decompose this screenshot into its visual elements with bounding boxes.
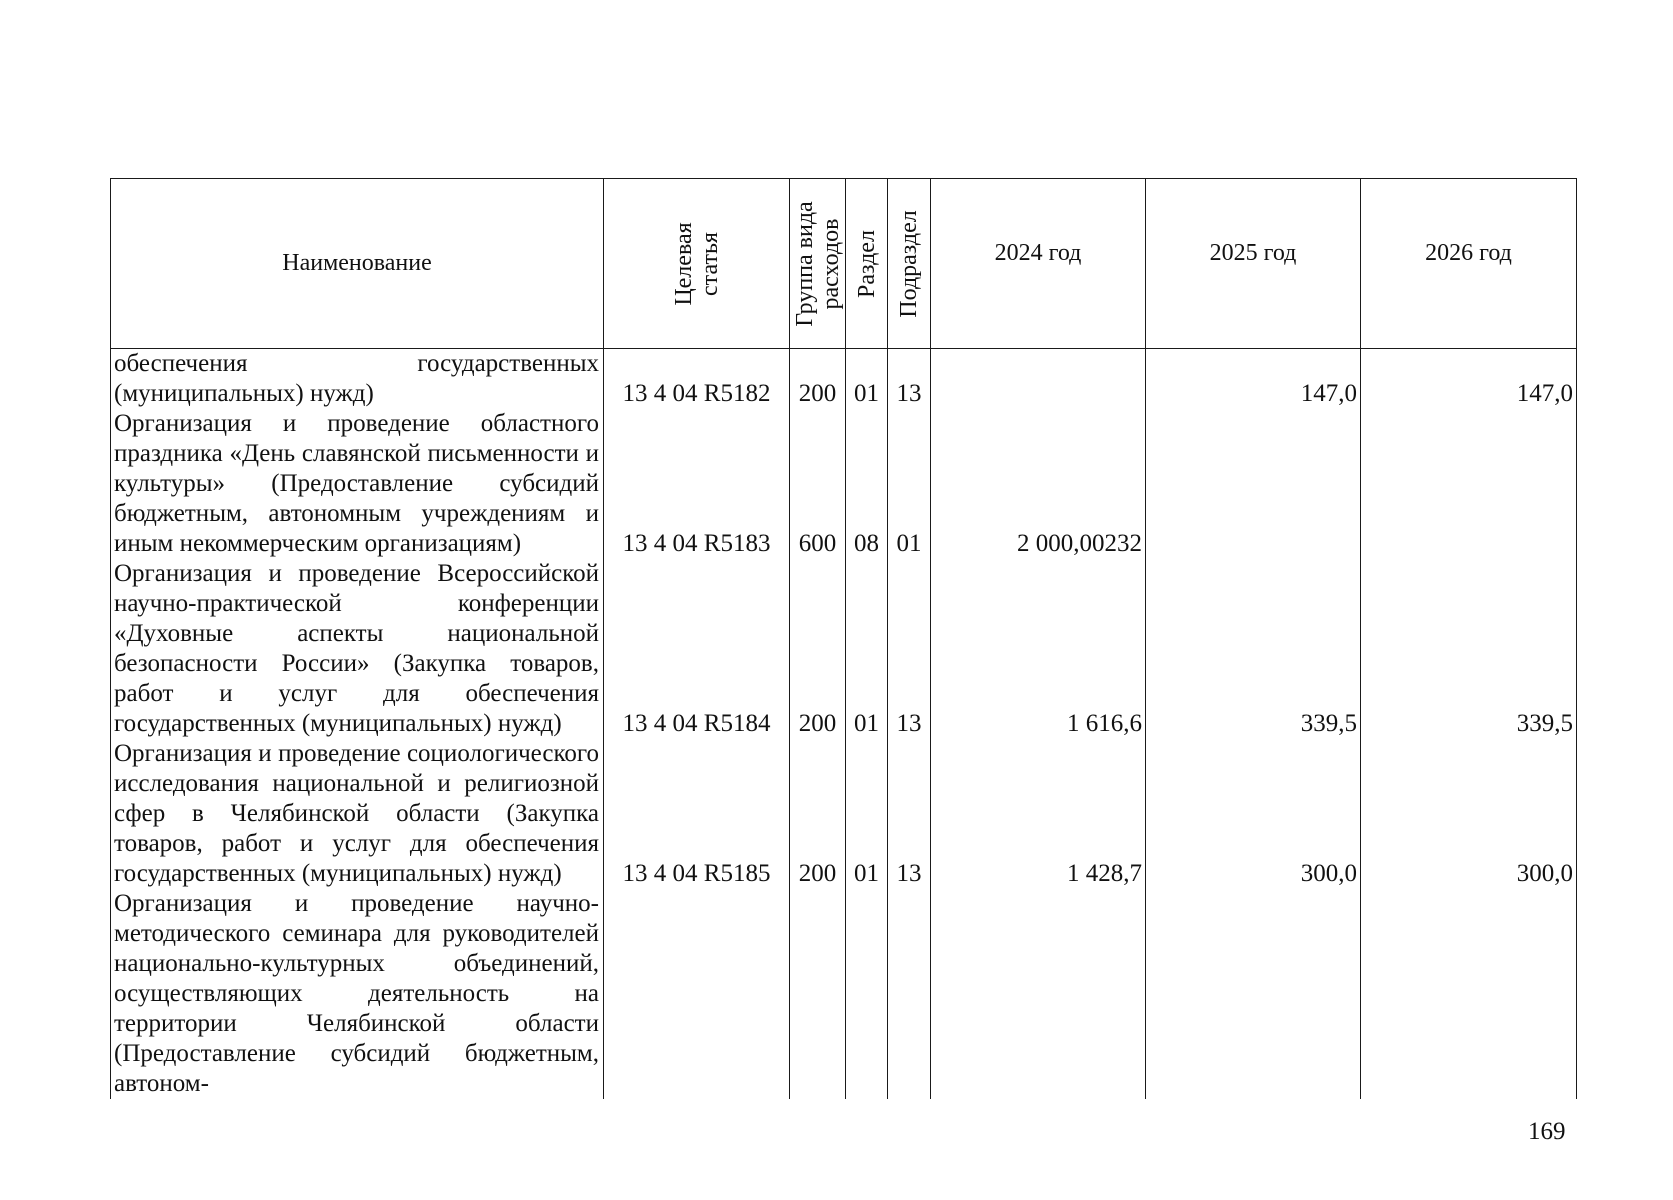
row-target-article	[604, 889, 790, 1099]
row-target-article: 13 4 04 R5185	[604, 739, 790, 889]
header-expense-group	[790, 179, 846, 349]
row-expense-group	[790, 889, 846, 1099]
header-target-article-text: Целевая статья	[670, 221, 723, 306]
row-subsection: 13	[888, 349, 931, 410]
row-amount-2024: 1 616,6	[931, 559, 1146, 739]
row-expense-group: 600	[790, 409, 846, 559]
table-row	[111, 559, 1577, 739]
budget-table	[110, 178, 1577, 1099]
header-target-article	[604, 179, 790, 349]
header-subsection-text: Подраздел	[896, 209, 922, 318]
row-section: 01	[846, 739, 888, 889]
row-target-article: 13 4 04 R5183	[604, 409, 790, 559]
table-body	[111, 349, 1577, 1100]
row-target-article: 13 4 04 R5182	[604, 349, 790, 410]
header-subsection	[888, 179, 931, 349]
table-row	[111, 409, 1577, 559]
header-expense-group-text: Группа вида расходов	[791, 200, 844, 327]
row-amount-2024: 1 428,7	[931, 739, 1146, 889]
row-amount-2024: 2 000,00232	[931, 409, 1146, 559]
row-amount-2024	[931, 889, 1146, 1099]
row-subsection: 13	[888, 739, 931, 889]
row-subsection	[888, 889, 931, 1099]
row-amount-2026: 300,0	[1361, 739, 1577, 889]
row-name: обеспечения государственных (муниципальных) нужд)	[111, 349, 604, 410]
header-section-text: Раздел	[853, 229, 880, 298]
page-number: 169	[1528, 1118, 1566, 1145]
row-amount-2026	[1361, 889, 1577, 1099]
header-year-2024: 2024 год	[931, 179, 1146, 349]
row-name: Организация и проведение социологического исследования национальной и религиозной сфер в Челябинской области (Закупка товаров, работ и услуг для обеспечения государственных (муниципальных) нужд)	[111, 739, 604, 889]
row-amount-2025: 147,0	[1146, 349, 1361, 410]
row-section: 01	[846, 349, 888, 410]
row-amount-2026: 339,5	[1361, 559, 1577, 739]
row-subsection: 01	[888, 409, 931, 559]
row-amount-2026: 147,0	[1361, 349, 1577, 410]
row-expense-group: 200	[790, 559, 846, 739]
header-name: Наименование	[111, 179, 604, 349]
header-section	[846, 179, 888, 349]
row-target-article: 13 4 04 R5184	[604, 559, 790, 739]
row-section	[846, 889, 888, 1099]
row-name: Организация и проведение областного праздника «День славянской письменности и культуры» (Предоставление субсидий бюджетным, автономным учреждениям и иным некоммерческим организациям)	[111, 409, 604, 559]
row-expense-group: 200	[790, 349, 846, 410]
row-amount-2026	[1361, 409, 1577, 559]
row-section: 08	[846, 409, 888, 559]
row-name: Организация и проведение Всероссийской научно-практической конференции «Духовные аспекты национальной безопасности России» (Закупка товаров, работ и услуг для обеспечения государственных (муниципальных) нужд)	[111, 559, 604, 739]
row-amount-2025: 339,5	[1146, 559, 1361, 739]
header-year-2026: 2026 год	[1361, 179, 1577, 349]
row-amount-2025: 300,0	[1146, 739, 1361, 889]
row-expense-group: 200	[790, 739, 846, 889]
table-row	[111, 739, 1577, 889]
header-year-2025: 2025 год	[1146, 179, 1361, 349]
table-row	[111, 349, 1577, 410]
row-section: 01	[846, 559, 888, 739]
table-row	[111, 889, 1577, 1099]
table-header	[111, 179, 1577, 349]
row-amount-2024	[931, 349, 1146, 410]
row-amount-2025	[1146, 889, 1361, 1099]
row-name: Организация и проведение научно-методического семинара для руководителей национально-культурных объединений, осуществляющих деятельность на территории Челябинской области (Предоставление субсидий бюджетным, автоном-	[111, 889, 604, 1099]
row-amount-2025	[1146, 409, 1361, 559]
row-subsection: 13	[888, 559, 931, 739]
